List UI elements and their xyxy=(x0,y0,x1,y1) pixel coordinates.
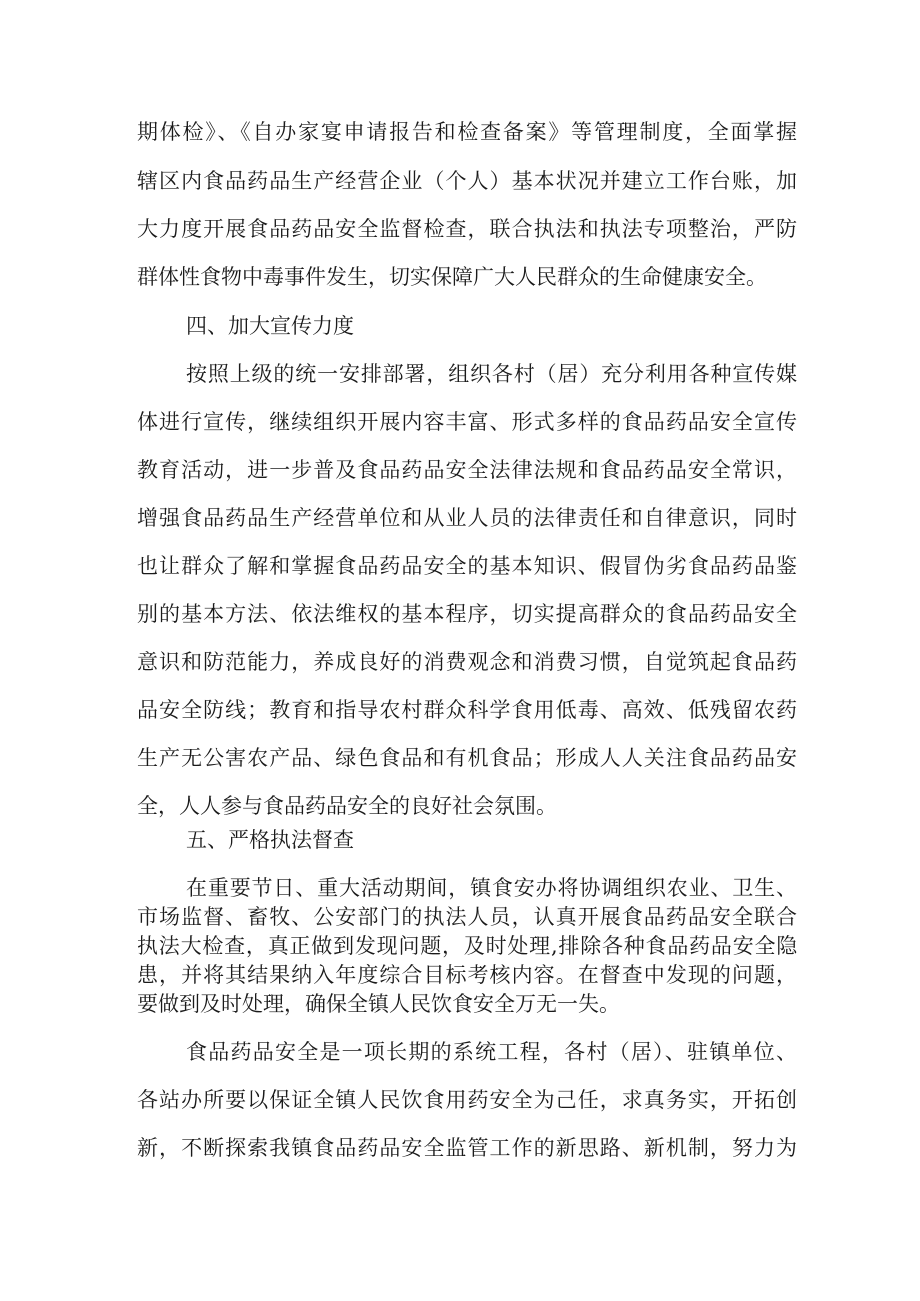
paragraph-line: 各站办所要以保证全镇人民饮食用药安全为己任，求真务实，开拓创 xyxy=(137,1088,797,1112)
paragraph-line: 辖区内食品药品生产经营企业（个人）基本状况并建立工作台账，加 xyxy=(137,169,797,193)
paragraph-line: 期体检》、《自办家宴申请报告和检查备案》等管理制度，全面掌握 xyxy=(137,120,797,144)
paragraph-line: 也让群众了解和掌握食品药品安全的基本知识、假冒伪劣食品药品鉴 xyxy=(137,554,797,578)
paragraph-line: 食品药品安全是一项长期的系统工程，各村（居）、驻镇单位、 xyxy=(186,1040,797,1064)
paragraph-line: 按照上级的统一安排部署，组织各村（居）充分利用各种宣传媒 xyxy=(186,362,797,386)
paragraph-line: 生产无公害农产品、绿色食品和有机食品；形成人人关注食品药品安 xyxy=(137,746,797,770)
paragraph-line: 增强食品药品生产经营单位和从业人员的法律责任和自律意识，同时 xyxy=(137,506,797,530)
paragraph-line: 市场监督、畜牧、公安部门的执法人员，认真开展食品药品安全联合 xyxy=(137,905,797,929)
paragraph-line: 教育活动，进一步普及食品药品安全法律法规和食品药品安全常识， xyxy=(137,458,797,482)
section-heading-5: 五、严格执法督查 xyxy=(186,828,354,852)
paragraph-line: 新，不断探索我镇食品药品安全监管工作的新思路、新机制，努力为 xyxy=(137,1136,797,1160)
paragraph-line: 患，并将其结果纳入年度综合目标考核内容。在督查中发现的问题， xyxy=(137,963,797,987)
paragraph-line: 意识和防范能力，养成良好的消费观念和消费习惯，自觉筑起食品药 xyxy=(137,650,797,674)
paragraph-line: 在重要节日、重大活动期间，镇食安办将协调组织农业、卫生、 xyxy=(186,876,797,900)
paragraph-line: 要做到及时处理，确保全镇人民饮食安全万无一失。 xyxy=(137,992,620,1016)
section-heading-4: 四、加大宣传力度 xyxy=(186,314,354,338)
paragraph-line: 大力度开展食品药品安全监督检查，联合执法和执法专项整治，严防 xyxy=(137,217,797,241)
paragraph-line: 体进行宣传，继续组织开展内容丰富、形式多样的食品药品安全宣传 xyxy=(137,410,797,434)
paragraph-line: 群体性食物中毒事件发生，切实保障广大人民群众的生命健康安全。 xyxy=(137,265,767,289)
paragraph-line: 执法大检查，真正做到发现问题，及时处理,排除各种食品药品安全隐 xyxy=(137,934,797,958)
paragraph-line: 别的基本方法、依法维权的基本程序，切实提高群众的食品药品安全 xyxy=(137,602,797,626)
paragraph-line: 品安全防线；教育和指导农村群众科学食用低毒、高效、低残留农药 xyxy=(137,698,797,722)
paragraph-line: 全，人人参与食品药品安全的良好社会氛围。 xyxy=(137,794,557,818)
